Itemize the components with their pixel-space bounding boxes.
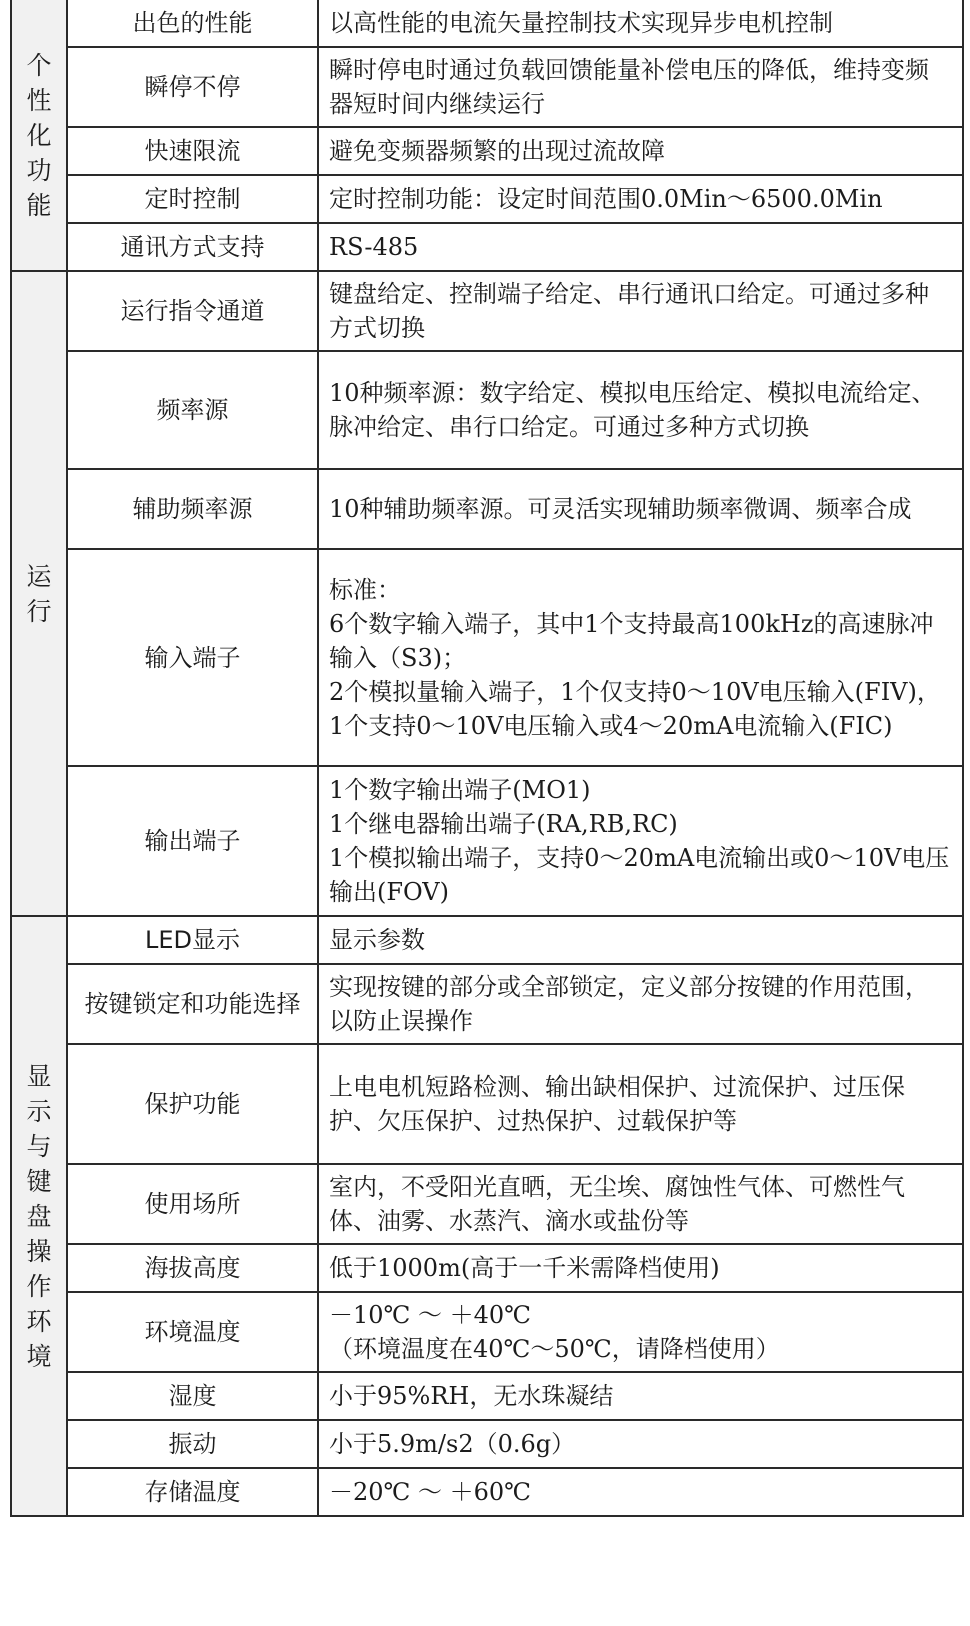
table-row: [11, 351, 963, 469]
spec-description: [318, 964, 963, 1044]
spec-name: 出色的性能: [67, 0, 318, 47]
description-line: 避免变频器频繁的出现过流故障: [329, 137, 665, 165]
spec-name: 振动: [67, 1420, 318, 1468]
spec-name: 辅助频率源: [67, 469, 318, 549]
description-line: 标准：: [329, 575, 401, 604]
table-row: [11, 964, 963, 1044]
spec-name: 频率源: [67, 351, 318, 469]
spec-name: 定时控制: [67, 175, 318, 223]
table-row: [11, 0, 963, 47]
table-row: [11, 1244, 963, 1292]
spec-name: LED显示: [67, 916, 318, 964]
spec-name: 海拔高度: [67, 1244, 318, 1292]
spec-description: [318, 1372, 963, 1420]
table-row: [11, 127, 963, 175]
category-cell: [11, 916, 67, 1516]
table-row: [11, 1044, 963, 1164]
description-line: 小于95%RH，无水珠凝结: [329, 1382, 614, 1410]
category-label: 显示与键盘操作环境: [26, 1061, 52, 1371]
spec-description: [318, 271, 963, 351]
spec-name: 输入端子: [67, 549, 318, 766]
description-line: 低于1000m(高于一千米需降档使用): [329, 1254, 720, 1282]
spec-description: [318, 1468, 963, 1516]
category-label: 运行: [26, 561, 52, 626]
description-line: 10种辅助频率源。可灵活实现辅助频率微调、频率合成: [329, 495, 912, 523]
description-line: 以高性能的电流矢量控制技术实现异步电机控制: [329, 9, 833, 37]
spec-description: [318, 127, 963, 175]
description-line: RS-485: [329, 233, 419, 261]
description-line: 实现按键的部分或全部锁定，定义部分按键的作用范围，以防止误操作: [329, 973, 929, 1035]
spec-description: [318, 469, 963, 549]
spec-description: [318, 1044, 963, 1164]
spec-description: [318, 766, 963, 916]
spec-description: [318, 549, 963, 766]
spec-description: [318, 1420, 963, 1468]
spec-description: [318, 351, 963, 469]
category-cell: [11, 0, 67, 271]
spec-description: [318, 175, 963, 223]
table-row: [11, 469, 963, 549]
spec-name: 运行指令通道: [67, 271, 318, 351]
description-line: 定时控制功能：设定时间范围0.0Min～6500.0Min: [329, 185, 883, 213]
spec-description: [318, 1292, 963, 1372]
table-row: [11, 1292, 963, 1372]
table-row: [11, 1372, 963, 1420]
spec-description: [318, 916, 963, 964]
spec-name: 环境温度: [67, 1292, 318, 1372]
description-line: 1个继电器输出端子(RA,RB,RC): [329, 810, 678, 838]
table-row: [11, 1468, 963, 1516]
description-line: 小于5.9m/s2（0.6g）: [329, 1430, 576, 1458]
table-row: [11, 766, 963, 916]
spec-name: 保护功能: [67, 1044, 318, 1164]
table-row: [11, 47, 963, 127]
spec-name: 存储温度: [67, 1468, 318, 1516]
spec-name: 按键锁定和功能选择: [67, 964, 318, 1044]
spec-description: [318, 47, 963, 127]
spec-name: 通讯方式支持: [67, 223, 318, 271]
spec-name: 使用场所: [67, 1164, 318, 1244]
spec-name: 输出端子: [67, 766, 318, 916]
table-row: [11, 549, 963, 766]
spec-table: [10, 0, 964, 1517]
spec-table-body: [11, 0, 963, 1516]
description-line: 1个模拟输出端子，支持0～20mA电流输出或0～10V电压输出(FOV): [329, 844, 950, 906]
description-line: （环境温度在40℃～50℃，请降档使用）: [329, 1335, 780, 1363]
description-line: 10种频率源：数字给定、模拟电压给定、模拟电流给定、脉冲给定、串行口给定。可通过多种方式切换: [329, 379, 936, 441]
spec-description: [318, 1164, 963, 1244]
table-row: [11, 271, 963, 351]
table-row: [11, 1164, 963, 1244]
description-line: 室内，不受阳光直晒，无尘埃、腐蚀性气体、可燃性气体、油雾、水蒸汽、滴水或盐份等: [329, 1173, 905, 1235]
spec-description: [318, 1244, 963, 1292]
table-row: [11, 223, 963, 271]
spec-description: [318, 0, 963, 47]
table-row: [11, 916, 963, 964]
spec-name: 瞬停不停: [67, 47, 318, 127]
spec-name: 湿度: [67, 1372, 318, 1420]
description-line: －10℃ ～ ＋40℃: [329, 1301, 532, 1329]
spec-name: 快速限流: [67, 127, 318, 175]
table-row: [11, 1420, 963, 1468]
description-line: 瞬时停电时通过负载回馈能量补偿电压的降低，维持变频器短时间内继续运行: [329, 56, 929, 118]
description-line: 键盘给定、控制端子给定、串行通讯口给定。可通过多种方式切换: [329, 280, 929, 342]
table-row: [11, 175, 963, 223]
description-line: 上电电机短路检测、输出缺相保护、过流保护、过压保护、欠压保护、过热保护、过载保护等: [329, 1073, 905, 1135]
description-line: －20℃ ～ ＋60℃: [329, 1478, 532, 1506]
spec-description: [318, 223, 963, 271]
description-line: 2个模拟量输入端子，1个仅支持0～10V电压输入(FIV)，1个支持0～10V电压输入或4～20mA电流输入(FIC): [329, 677, 941, 740]
category-label: 个性化功能: [26, 50, 52, 220]
category-cell: [11, 271, 67, 916]
description-line: 1个数字输出端子(MO1): [329, 776, 591, 804]
description-line: 显示参数: [329, 926, 425, 954]
description-line: 6个数字输入端子，其中1个支持最高100kHz的高速脉冲输入（S3)；: [329, 609, 934, 672]
